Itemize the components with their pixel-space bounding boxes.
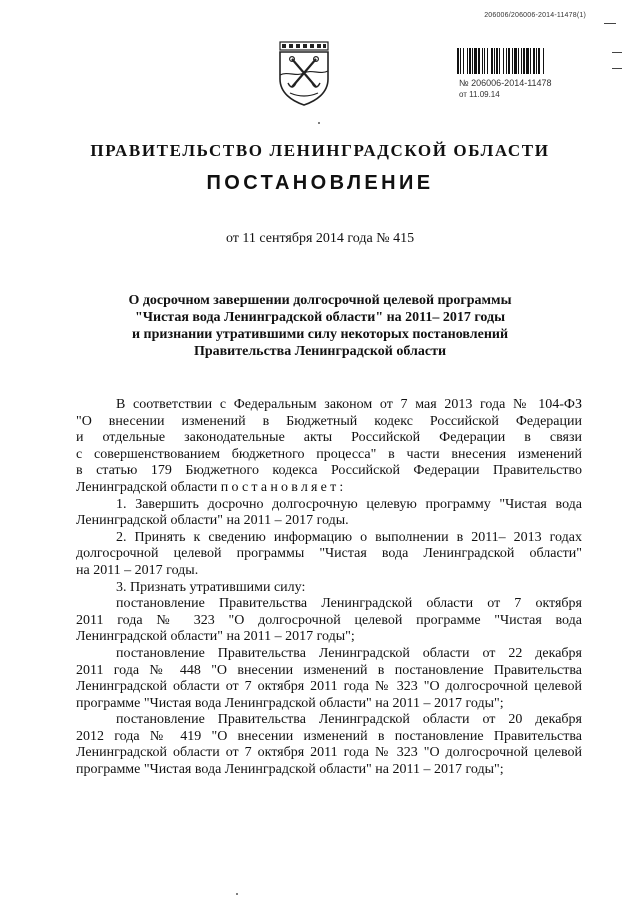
speck	[236, 893, 238, 895]
barcode-bar	[544, 48, 545, 74]
item-2-line: на 2011 – 2017 годы.	[76, 562, 199, 578]
resolves-word: постановляет:	[220, 479, 347, 495]
subitem-2-line: программе "Чистая вода Ленинградской области" на 2011 – 2017 годы";	[76, 695, 504, 711]
body-text: Ленинградской области	[76, 479, 221, 495]
margin-dash	[604, 23, 616, 24]
document-type: ПОСТАНОВЛЕНИЕ	[206, 172, 434, 194]
heading-line: О досрочном завершении долгосрочной целевой программы	[128, 293, 512, 308]
body-line: в статью 179 Бюджетного кодекса Российской Федерации Правительство	[76, 463, 582, 479]
coat-of-arms-icon	[276, 41, 332, 107]
organization-name: ПРАВИТЕЛЬСТВО ЛЕНИНГРАДСКОЙ ОБЛАСТИ	[90, 141, 550, 160]
document-body	[76, 397, 582, 779]
item-2-line: долгосрочной целевой программы "Чистая вода Ленинградской области"	[76, 546, 582, 562]
body-line: с совершенствованием бюджетного процесса" в части внесения изменений	[76, 446, 582, 462]
subitem-3-line: 2012 года № 419 "О внесении изменений в постановление Правительства	[76, 728, 582, 744]
registration-date: от 11.09.14	[459, 90, 500, 99]
heading-line: Правительства Ленинградской области	[193, 344, 447, 359]
subitem-3-line: постановление Правительства Ленинградской области от 20 декабря	[116, 712, 582, 728]
document-date-number: от 11 сентября 2014 года № 415	[225, 231, 415, 246]
item-2-line: 2. Принять к сведению информацию о выполнении в 2011– 2013 годах	[116, 529, 582, 545]
subitem-1-line: постановление Правительства Ленинградской области от 7 октября	[116, 596, 582, 612]
document-heading	[80, 292, 560, 360]
margin-dash	[612, 52, 622, 53]
registration-number: № 206006-2014-11478	[459, 78, 552, 88]
subitem-3-line: программе "Чистая вода Ленинградской области" на 2011 – 2017 годы";	[76, 762, 504, 778]
item-1-line: 1. Завершить досрочно долгосрочную целевую программу "Чистая вода	[116, 496, 582, 512]
item-3-line: 3. Признать утратившими силу:	[116, 579, 306, 595]
body-line: и отдельные законодательные акты Российской Федерации в связи	[76, 430, 582, 446]
barcode	[457, 48, 607, 74]
speck	[318, 122, 320, 124]
subitem-2-line: постановление Правительства Ленинградской области от 22 декабря	[116, 645, 582, 661]
body-line: В соответствии с Федеральным законом от 7 мая 2013 года № 104-ФЗ	[116, 397, 582, 412]
document-id: 206006/206006-2014-11478(1)	[484, 12, 586, 19]
subitem-1-line: Ленинградской области" на 2011 – 2017 годы";	[76, 629, 355, 645]
body-line	[76, 480, 582, 497]
margin-dash	[612, 68, 622, 69]
heading-line: и признании утратившими силу некоторых постановлений	[131, 327, 509, 342]
heading-line: "Чистая вода Ленинградской области" на 2011– 2017 годы	[134, 310, 506, 325]
item-1-line: Ленинградской области" на 2011 – 2017 годы.	[76, 513, 349, 529]
subitem-1-line: 2011 года № 323 "О долгосрочной целевой программе "Чистая вода	[76, 612, 582, 628]
subitem-2-line: 2011 года № 448 "О внесении изменений в постановление Правительства	[76, 662, 582, 678]
body-line: "О внесении изменений в Бюджетный кодекс Российской Федерации	[76, 413, 582, 429]
subitem-2-line: Ленинградской области от 7 октября 2011 года № 323 "О долгосрочной целевой	[76, 679, 582, 695]
subitem-3-line: Ленинградской области от 7 октября 2011 года № 323 "О долгосрочной целевой	[76, 745, 582, 761]
